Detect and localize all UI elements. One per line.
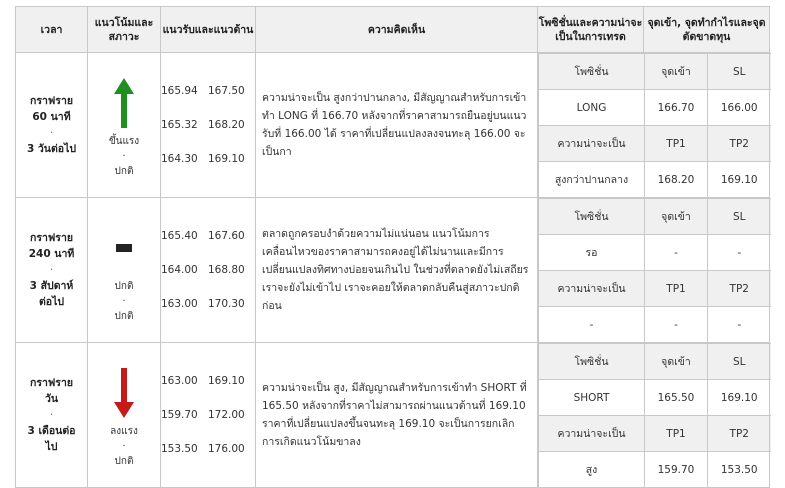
level-row — [161, 432, 255, 466]
comment-cell: ตลาดถูกครอบงำด้วยความไม่แน่นอน แนวโน้มการเคลื่อนไหวของราคาสามารถคงอยู่ได้ไม่นานและมีการเปลี่ยนแปลงทิศทางบ่อยจนเกินไป ในช่วงที่ตลาดยังไม่เสถียรเราจะยังไม่เข้าไป เราจะคอยให้ตลาดกลับคืนสู่สภาวะปกติก่อน — [256, 198, 538, 343]
trend-label: · — [122, 295, 126, 307]
position-value: รอ — [539, 235, 645, 271]
resistance-value: 172.00 — [208, 409, 245, 421]
trend-icon-wrap — [88, 217, 160, 279]
level-row — [161, 398, 255, 432]
trend-cell — [88, 343, 161, 488]
resistance-value: 167.50 — [208, 85, 245, 97]
timeframe-cell — [16, 343, 88, 488]
position-row — [539, 235, 771, 271]
header-comment: ความคิดเห็น — [256, 7, 538, 53]
resistance-value: 176.00 — [208, 443, 245, 455]
resistance-value: 169.10 — [208, 375, 245, 387]
levels-cell — [161, 198, 256, 343]
trend-label: ขึ้นแรง — [108, 135, 140, 147]
position-row — [539, 271, 771, 307]
support-value: 164.00 — [161, 264, 198, 276]
table-row — [16, 343, 770, 488]
position-value: 169.10 — [708, 162, 771, 198]
dash-icon — [114, 223, 134, 273]
position-value: 169.10 — [708, 380, 771, 416]
resistance-value: 168.80 — [208, 264, 245, 276]
trend-icon-wrap — [88, 362, 160, 424]
timeframe-line: กราฟราย — [29, 377, 73, 389]
trend-label: ปกติ — [114, 280, 134, 292]
timeframe-line: กราฟราย — [29, 232, 73, 244]
position-row — [539, 90, 771, 126]
support-value: 159.70 — [161, 409, 198, 421]
resistance-value: 169.10 — [208, 153, 245, 165]
support-value: 163.00 — [161, 375, 198, 387]
position-value: ความน่าจะเป็น — [539, 126, 645, 162]
resistance-value: 168.20 — [208, 119, 245, 131]
timeframe-cell — [16, 53, 88, 198]
trend-label: · — [122, 150, 126, 162]
table-row — [16, 198, 770, 343]
position-table — [538, 343, 771, 487]
trend-label: ปกติ — [114, 455, 134, 467]
position-value: TP2 — [708, 416, 771, 452]
position-value: ความน่าจะเป็น — [539, 416, 645, 452]
timeframe-line: ต่อไป — [38, 296, 65, 308]
position-value: SHORT — [539, 380, 645, 416]
position-value: สูง — [539, 452, 645, 488]
position-value: SL — [708, 344, 771, 380]
timeframe-line: 3 เดือนต่อ — [27, 425, 76, 437]
resistance-value: 167.60 — [208, 230, 245, 242]
comment-cell: ความน่าจะเป็น สูง, มีสัญญาณสำหรับการเข้าทำ SHORT ที่ 165.50 หลังจากที่ราคาไม่สามารถผ่านแนวต้านที่ 169.10 ราคาที่เปลี่ยนแปลงขึ้นจนทะลุ 169.10 จะเป็นการยกเลิกการเกิดแนวโน้มขาลง — [256, 343, 538, 488]
timeframe-line: · — [49, 409, 54, 421]
support-value: 164.30 — [161, 153, 198, 165]
support-value: 165.40 — [161, 230, 198, 242]
trend-label: · — [122, 440, 126, 452]
header-levels: แนวรับและแนวต้าน — [161, 7, 256, 53]
position-row — [539, 307, 771, 343]
timeframe-line: 3 สัปดาห์ — [29, 280, 74, 292]
timeframe-line: 3 วันต่อไป — [26, 143, 77, 155]
position-row — [539, 416, 771, 452]
table-row — [16, 53, 770, 198]
trend-label: ปกติ — [114, 165, 134, 177]
header-time: เวลา — [16, 7, 88, 53]
position-row — [539, 54, 771, 90]
position-value: TP1 — [645, 271, 708, 307]
trend-icon-wrap — [88, 72, 160, 134]
position-value: - — [539, 307, 645, 343]
position-cell — [538, 198, 770, 343]
position-cell — [538, 53, 770, 198]
arrow-up-icon — [114, 78, 134, 128]
resistance-value: 170.30 — [208, 298, 245, 310]
timeframe-line: 240 นาที — [28, 248, 75, 260]
comment-cell: ความน่าจะเป็น สูงกว่าปานกลาง, มีสัญญาณสำหรับการเข้าทำ LONG ที่ 166.70 หลังจากที่ราคาสามารถยืนอยู่บนแนวรับที่ 166.00 ได้ ราคาที่เปลี่ยนแปลงลงจนทะลุ 166.00 จะเป็นกา — [256, 53, 538, 198]
support-value: 153.50 — [161, 443, 198, 455]
position-value: - — [708, 235, 771, 271]
position-row — [539, 344, 771, 380]
support-value: 163.00 — [161, 298, 198, 310]
level-row — [161, 142, 255, 176]
position-value: จุดเข้า — [645, 199, 708, 235]
levels-cell — [161, 53, 256, 198]
timeframe-line: วัน — [44, 393, 59, 405]
position-value: ความน่าจะเป็น — [539, 271, 645, 307]
position-row — [539, 126, 771, 162]
position-value: จุดเข้า — [645, 344, 708, 380]
position-value: 153.50 — [708, 452, 771, 488]
position-value: LONG — [539, 90, 645, 126]
position-value: - — [645, 235, 708, 271]
position-table — [538, 53, 771, 197]
position-row — [539, 452, 771, 488]
level-row — [161, 364, 255, 398]
timeframe-cell — [16, 198, 88, 343]
position-value: 166.00 — [708, 90, 771, 126]
timeframe-line: กราฟราย — [29, 95, 73, 107]
header-position: โพซิชั่นและความน่าจะเป็นในการเทรด — [538, 7, 644, 53]
position-value: โพซิชั่น — [539, 344, 645, 380]
levels-list — [161, 219, 255, 321]
position-value: สูงกว่าปานกลาง — [539, 162, 645, 198]
timeframe-line: · — [49, 127, 54, 139]
level-row — [161, 287, 255, 321]
position-value: - — [645, 307, 708, 343]
position-value: 159.70 — [645, 452, 708, 488]
levels-list — [161, 74, 255, 176]
levels-cell — [161, 343, 256, 488]
position-value: - — [708, 307, 771, 343]
forecast-table — [15, 6, 770, 488]
position-value: โพซิชั่น — [539, 199, 645, 235]
trend-label: ปกติ — [114, 310, 134, 322]
levels-list — [161, 364, 255, 466]
trend-cell — [88, 53, 161, 198]
level-row — [161, 74, 255, 108]
support-value: 165.32 — [161, 119, 198, 131]
position-value: โพซิชั่น — [539, 54, 645, 90]
support-value: 165.94 — [161, 85, 198, 97]
header-row — [16, 7, 770, 53]
timeframe-line: · — [49, 264, 54, 276]
timeframe-line: ไป — [45, 441, 58, 453]
header-trend: แนวโน้มและสภาวะ — [88, 7, 161, 53]
position-table — [538, 198, 771, 342]
position-value: TP2 — [708, 126, 771, 162]
header-entry: จุดเข้า, จุดทำกำไรและจุดตัดขาดทุน — [644, 7, 770, 53]
position-value: จุดเข้า — [645, 54, 708, 90]
position-value: 165.50 — [645, 380, 708, 416]
position-row — [539, 380, 771, 416]
position-row — [539, 162, 771, 198]
timeframe-line: 60 นาที — [32, 111, 71, 123]
trend-label: ลงแรง — [110, 425, 138, 437]
position-value: 166.70 — [645, 90, 708, 126]
trend-cell — [88, 198, 161, 343]
arrow-down-icon — [114, 368, 134, 418]
position-value: 168.20 — [645, 162, 708, 198]
position-value: TP1 — [645, 416, 708, 452]
position-value: TP1 — [645, 126, 708, 162]
level-row — [161, 253, 255, 287]
position-value: SL — [708, 54, 771, 90]
position-row — [539, 199, 771, 235]
position-value: SL — [708, 199, 771, 235]
level-row — [161, 108, 255, 142]
position-value: TP2 — [708, 271, 771, 307]
level-row — [161, 219, 255, 253]
position-cell — [538, 343, 770, 488]
